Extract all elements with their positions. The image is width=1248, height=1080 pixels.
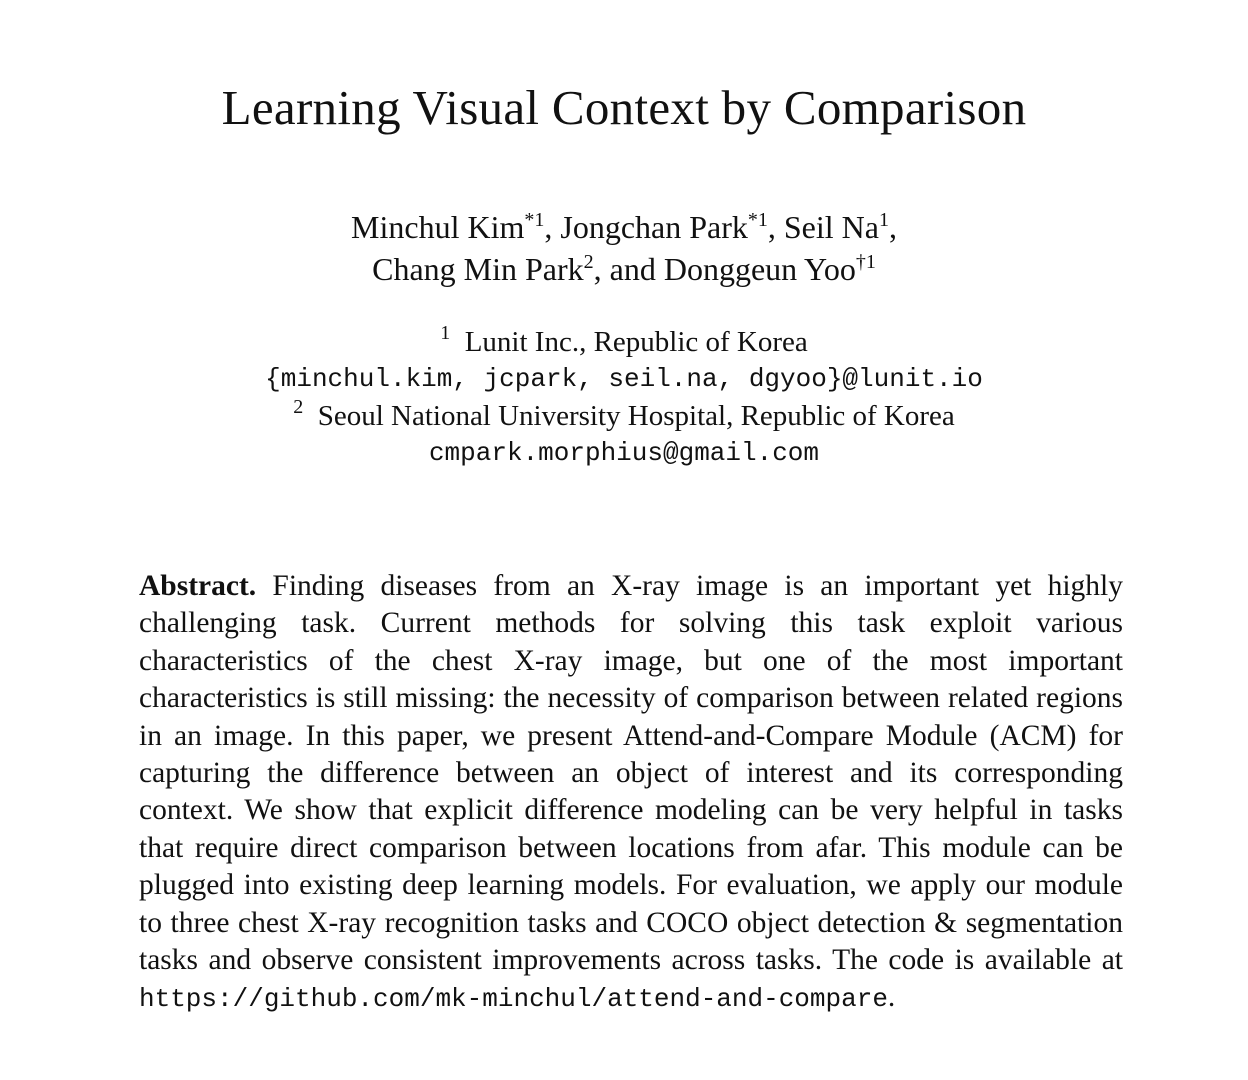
author-mark: †1: [855, 251, 876, 273]
author-name: Chang Min Park: [372, 251, 584, 287]
author-mark: *1: [747, 209, 768, 231]
affiliation-number: 2: [293, 396, 304, 418]
author-name: Minchul Kim: [351, 209, 525, 245]
author-line-2: [0, 248, 1248, 290]
separator: ,: [767, 209, 784, 245]
abstract-label: Abstract.: [139, 570, 257, 602]
separator: ,: [888, 209, 897, 245]
author-name: Seil Na: [783, 209, 879, 245]
abstract-text: Finding diseases from an X-ray image is an important yet highly challenging task. Current methods for solving this task exploit various characteristics of the chest X-ray image, but one of the most important characteristics is still missing: the necessity of comparison between related regions in an image. In this paper, we present Attend-and-Compare Module (ACM) for capturing the difference between an object of interest and its corresponding context. We show that explicit difference modeling can be very helpful in tasks that require direct comparison between locations from afar. This module can be plugged into existing deep learning models. For evaluation, we apply our module to three chest X-ray recognition tasks and COCO object detection & segmentation tasks and observe consistent improvements across tasks. The code is available at: [139, 570, 1124, 977]
author-mark: 1: [878, 209, 889, 231]
author-name: Donggeun Yoo: [663, 251, 856, 287]
affiliation-2: [0, 398, 1248, 435]
separator: ,: [544, 209, 561, 245]
affiliation-1-email: {minchul.kim, jcpark, seil.na, dgyoo}@lunit.io: [265, 364, 983, 394]
paper-title: Learning Visual Context by Comparison: [221, 80, 1027, 135]
affiliation-name: Seoul National University Hospital, Republic of Korea: [317, 400, 955, 432]
author-line-1: [0, 206, 1248, 248]
affiliation-2-email: cmpark.morphius@gmail.com: [428, 438, 820, 468]
author-list: [0, 206, 1248, 290]
author-mark: *1: [524, 209, 545, 231]
affiliation-name: Lunit Inc., Republic of Korea: [464, 326, 808, 358]
abstract-end: .: [887, 981, 896, 1014]
author-name: Jongchan Park: [560, 209, 748, 245]
author-mark: 2: [583, 251, 594, 273]
affiliations: [0, 324, 1248, 472]
separator: , and: [593, 251, 664, 287]
affiliation-number: 1: [440, 322, 451, 344]
code-link[interactable]: https://github.com/mk-minchul/attend-and-compare: [139, 984, 888, 1015]
abstract: [139, 568, 1123, 1019]
affiliation-1: [0, 324, 1248, 361]
